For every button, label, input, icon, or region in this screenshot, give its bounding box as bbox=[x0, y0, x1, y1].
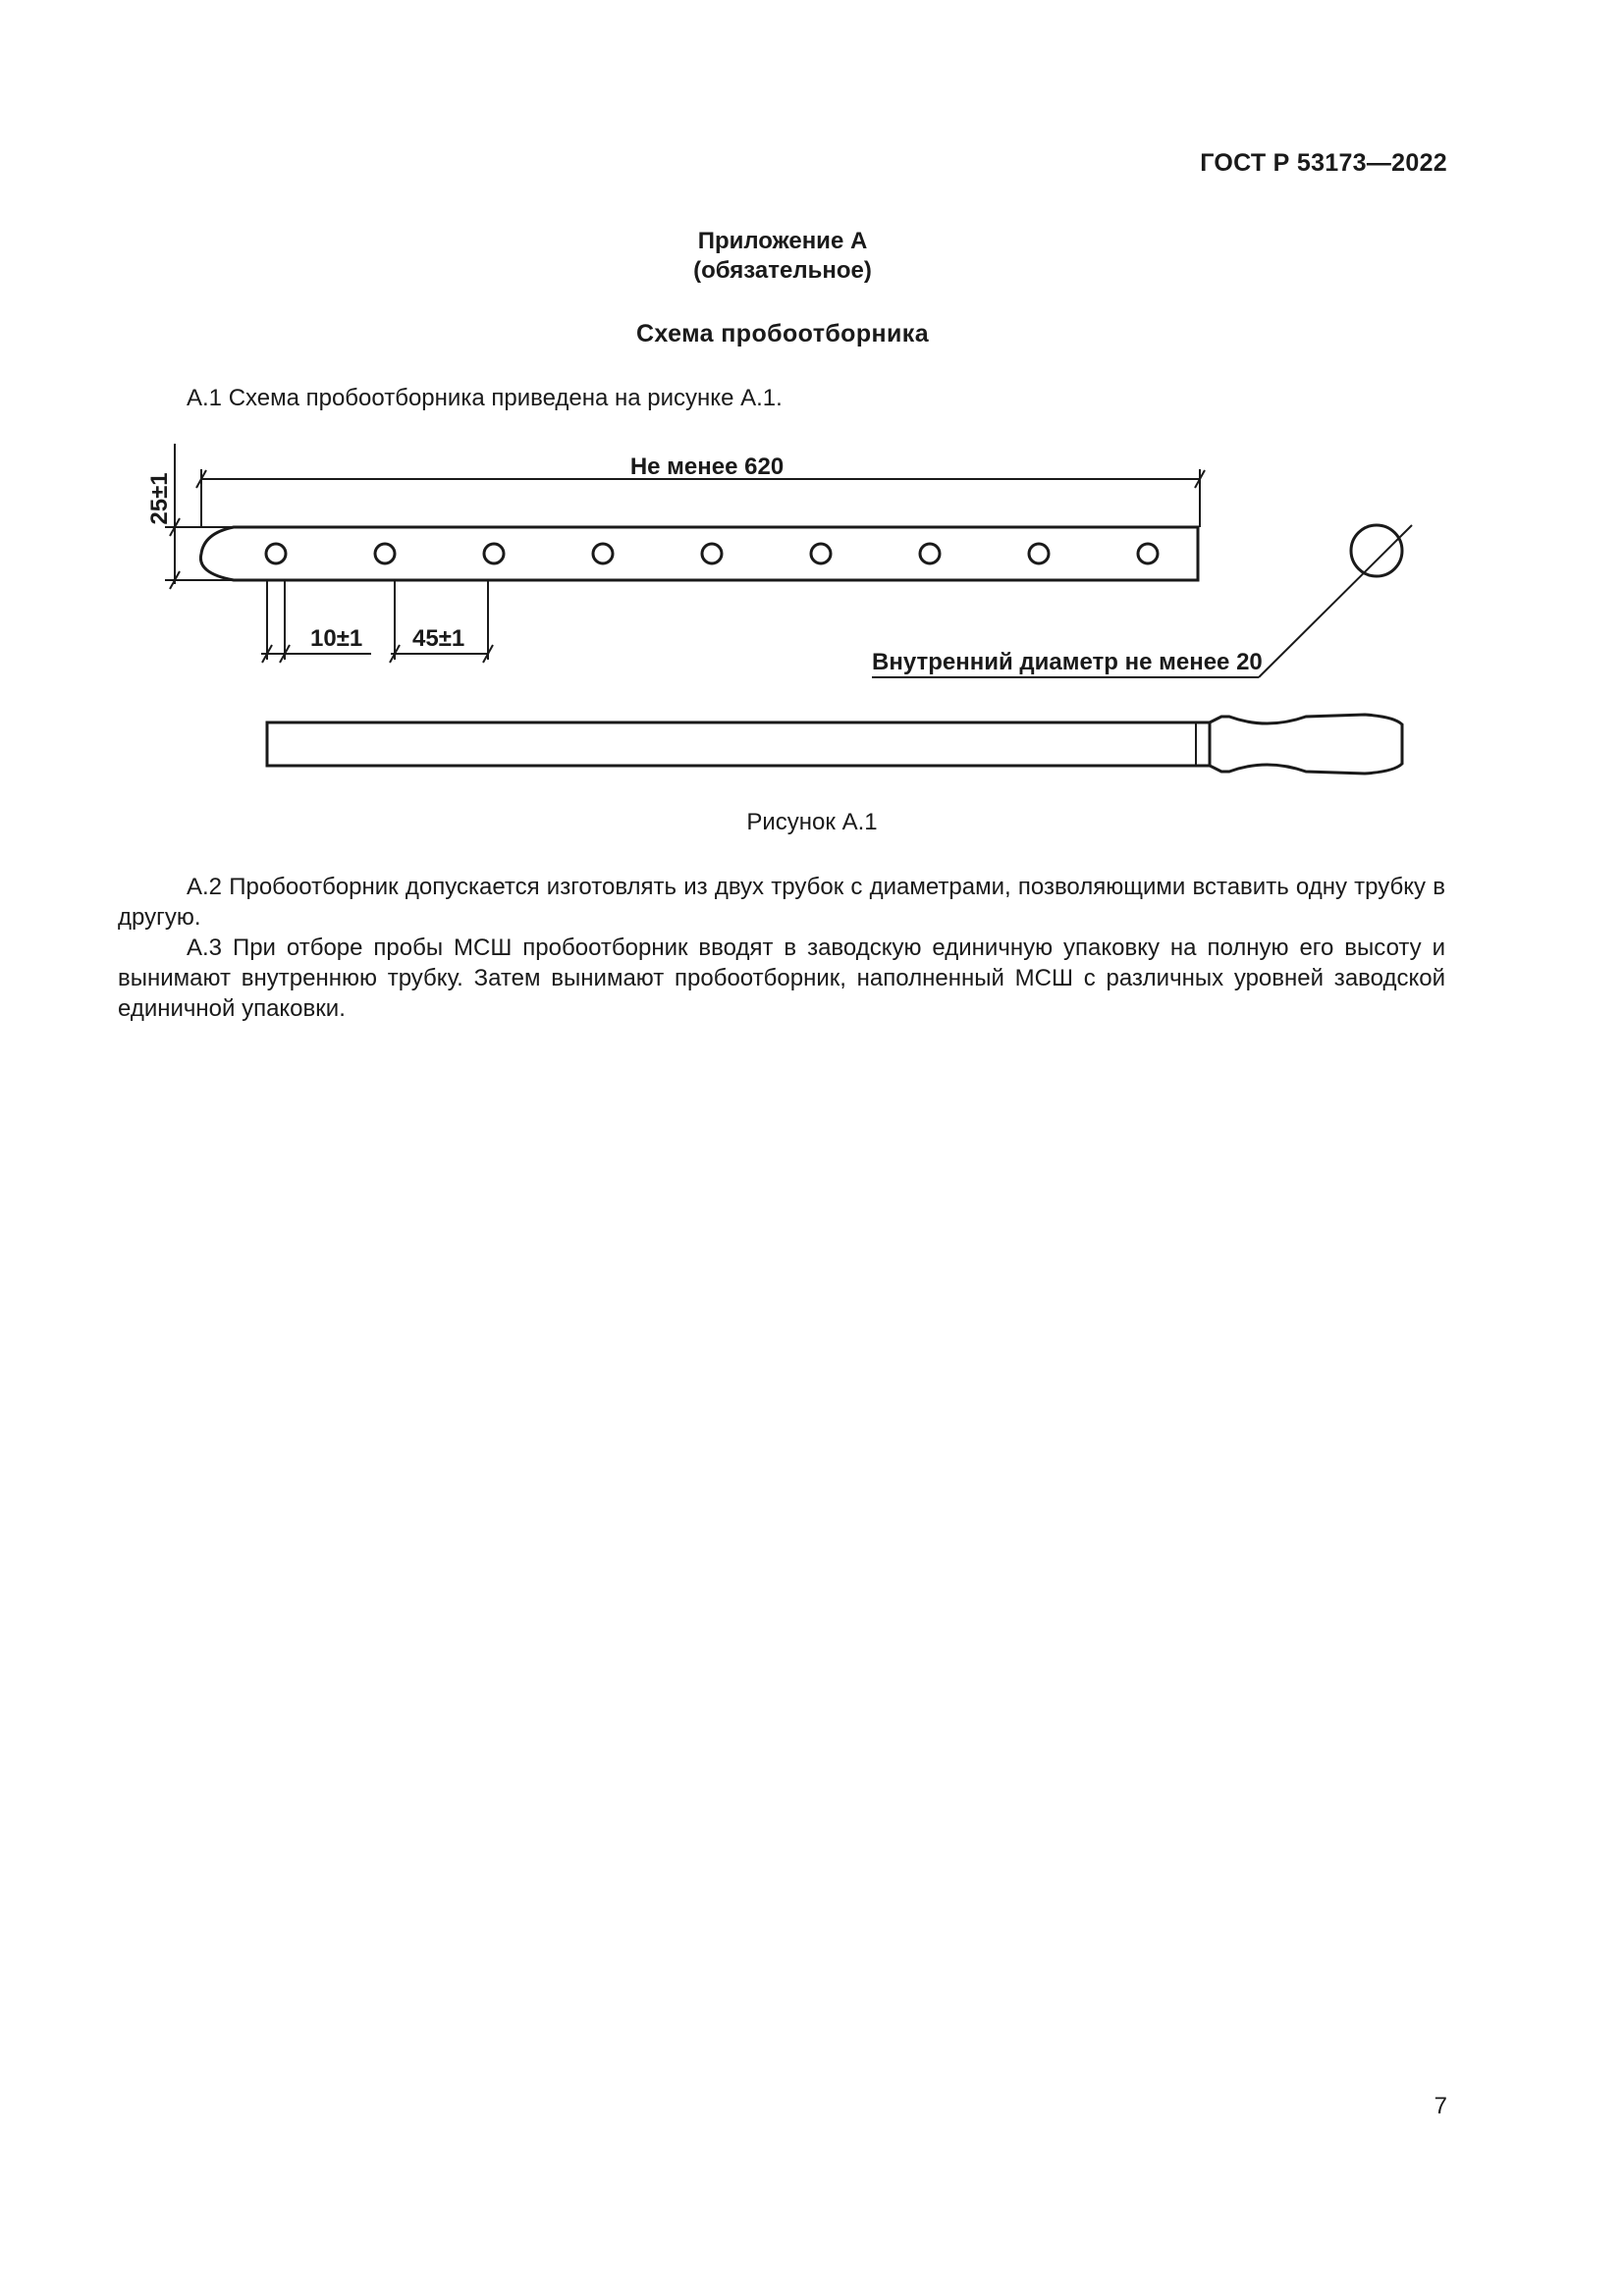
hole bbox=[702, 544, 722, 563]
diameter-symbol bbox=[1351, 525, 1402, 576]
hole bbox=[266, 544, 286, 563]
figure-caption: Рисунок А.1 bbox=[746, 809, 878, 835]
paragraph-a3 bbox=[118, 933, 1445, 1024]
diameter-note bbox=[872, 525, 1412, 677]
hole bbox=[811, 544, 831, 563]
paragraph-a2 bbox=[118, 872, 1445, 933]
hole bbox=[1029, 544, 1049, 563]
sampler-drawing bbox=[0, 0, 1624, 883]
sampler-tube-bottom bbox=[267, 715, 1402, 774]
paragraph-a3-text: А.3 При отборе пробы МСШ пробоотборник вводят в заводскую единичную упаковку на полную его высоту и вынимают внутреннюю трубку. Затем вынимают пробоотборник, наполненный МСШ с различных уровней заводской единичной упаковки. bbox=[118, 934, 1445, 1022]
annex-label: Приложение А bbox=[697, 228, 868, 254]
dimension-length bbox=[196, 454, 1205, 527]
paragraph-a1-text: А.1 Схема пробоотборника приведена на рисунке А.1. bbox=[187, 385, 783, 411]
dimension-holes bbox=[261, 580, 493, 663]
page-number: 7 bbox=[1434, 2093, 1447, 2119]
hole bbox=[375, 544, 395, 563]
hole bbox=[1138, 544, 1158, 563]
hole bbox=[484, 544, 504, 563]
dimension-width bbox=[146, 444, 234, 589]
dimension-length-label: Не менее 620 bbox=[629, 454, 785, 480]
paragraph-a2-text: А.2 Пробоотборник допускается изготовлять из двух трубок с диаметрами, позволяющими вставить одну трубку в другую. bbox=[118, 874, 1445, 931]
diameter-note-label: Внутренний диаметр не менее 20 bbox=[872, 649, 1263, 675]
dimension-width-label: 25±1 bbox=[146, 472, 173, 525]
dimension-hole-offset-label: 10±1 bbox=[310, 625, 363, 652]
annex-status: (обязательное) bbox=[693, 257, 872, 284]
section-title: Схема пробоотборника bbox=[635, 320, 930, 347]
sampler-figure bbox=[0, 0, 1624, 883]
sampler-holes bbox=[266, 544, 1158, 563]
hole bbox=[920, 544, 940, 563]
hole bbox=[593, 544, 613, 563]
sampler-handle bbox=[1210, 715, 1402, 774]
dimension-hole-spacing-label: 45±1 bbox=[412, 625, 465, 652]
document-code: ГОСТ Р 53173—2022 bbox=[1200, 149, 1447, 177]
